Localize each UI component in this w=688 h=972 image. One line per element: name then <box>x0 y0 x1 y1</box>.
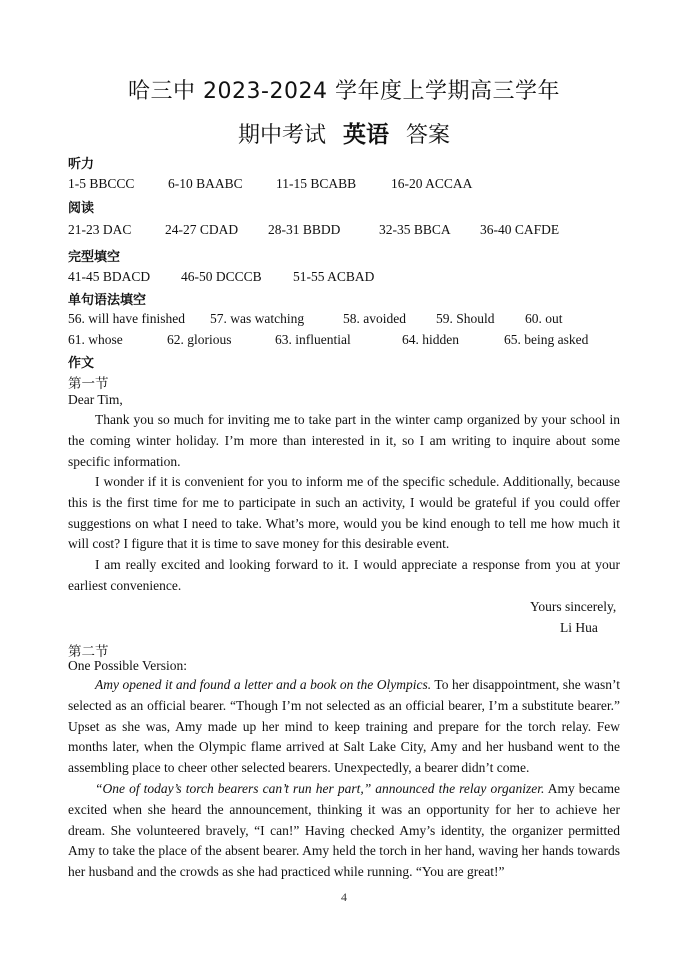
answer-item: 65. being asked <box>504 332 589 347</box>
grammar-heading: 单句语法填空 <box>68 293 147 308</box>
answer-item: 11-15 BCABB <box>276 176 357 191</box>
given-sentence: Amy opened it and found a letter and a book on the Olympics. <box>95 677 432 692</box>
title-subject: 英语 <box>343 121 389 148</box>
part1-label: 第一节 <box>68 376 109 392</box>
listening-heading: 听力 <box>68 157 95 172</box>
given-sentence: “One of today’s torch bearers can’t run her part,” announced the relay organizer. <box>95 781 545 796</box>
answer-item: 61. whose <box>68 332 123 347</box>
answer-item: 6-10 BAABC <box>168 176 243 191</box>
cloze-heading: 完型填空 <box>68 250 121 265</box>
answer-item: 58. avoided <box>343 311 406 326</box>
answer-item: 63. influential <box>275 332 351 347</box>
page-number: 4 <box>341 890 347 904</box>
letter-paragraph <box>68 472 620 555</box>
title-line-2 <box>0 116 688 149</box>
writing-heading: 作文 <box>68 356 95 371</box>
answer-item: 59. Should <box>436 311 495 326</box>
answer-item: 41-45 BDACD <box>68 269 151 284</box>
paragraph-text: I wonder if it is convenient for you to inform me of the specific schedule. Additionally, because this is the first time for me to participate in such an activity, I would be grateful if you could offer suggestions on what I need to take. What’s more, would you be kind enough to tell me how much it will cost? I figure that it is time to save money for this desirable event. <box>68 474 620 552</box>
answer-item: 16-20 ACCAA <box>391 176 473 191</box>
answer-item: 62. glorious <box>167 332 232 347</box>
letter-closing: Yours sincerely, <box>530 599 617 614</box>
answer-item: 1-5 BBCCC <box>68 176 135 191</box>
answer-item: 21-23 DAC <box>68 222 132 237</box>
title-exam-label: 期中考试 <box>237 123 326 148</box>
paragraph-text: To her disappointment, she wasn’t selected as an official bearer. “Though I’m not selected as an official bearer, I’m a substitute bearer.” Upset as she was, Amy made up her mind to keep training and prepare for the torch relay. Few months later, when the Olympic flame arrived at Salt Lake City, Amy and her husband went to the assembling place to cheer other selected bearers. Unexpectedly, a bearer didn’t come. <box>68 677 620 776</box>
version-label: One Possible Version: <box>68 658 188 673</box>
answer-item: 60. out <box>525 311 563 326</box>
paragraph-text: Thank you so much for inviting me to take part in the winter camp organized by your school in the coming winter holiday. I’m more than interested in it, so I am writing to inquire about some specific information. <box>68 412 620 469</box>
paragraph-text: Amy became excited when she heard the announcement, thinking it was an opportunity for her to achieve her dream. She volunteered bravely, “I can!” Having checked Amy’s identity, the organizer permitted Amy to take the place of the absent bearer. Amy held the torch in her hand, waving her hands towards her husband and the crowds as she had practiced while running. “You are great!” <box>68 781 620 880</box>
title-answer-label: 答案 <box>406 123 451 148</box>
answer-item: 51-55 ACBAD <box>293 269 375 284</box>
answer-item: 57. was watching <box>210 311 305 326</box>
letter-paragraph <box>68 555 620 597</box>
story-paragraph <box>68 779 620 883</box>
letter-signature: Li Hua <box>560 620 598 635</box>
answer-item: 28-31 BBDD <box>268 222 341 237</box>
letter-paragraph <box>68 410 620 472</box>
title-line-1: 哈三中 2023-2024 学年度上学期高三学年 <box>128 79 560 104</box>
answer-item: 46-50 DCCCB <box>181 269 262 284</box>
letter-greeting: Dear Tim, <box>68 392 123 407</box>
answer-item: 64. hidden <box>402 332 459 347</box>
paragraph-text: I am really excited and looking forward to it. I would appreciate a response from you at your earliest convenience. <box>68 557 620 593</box>
answer-item: 32-35 BBCA <box>379 222 451 237</box>
answer-item: 36-40 CAFDE <box>480 222 560 237</box>
part2-label: 第二节 <box>68 644 109 660</box>
answer-item: 24-27 CDAD <box>165 222 239 237</box>
story-paragraph <box>68 675 620 779</box>
reading-heading: 阅读 <box>68 201 95 216</box>
answer-item: 56. will have finished <box>68 311 185 326</box>
